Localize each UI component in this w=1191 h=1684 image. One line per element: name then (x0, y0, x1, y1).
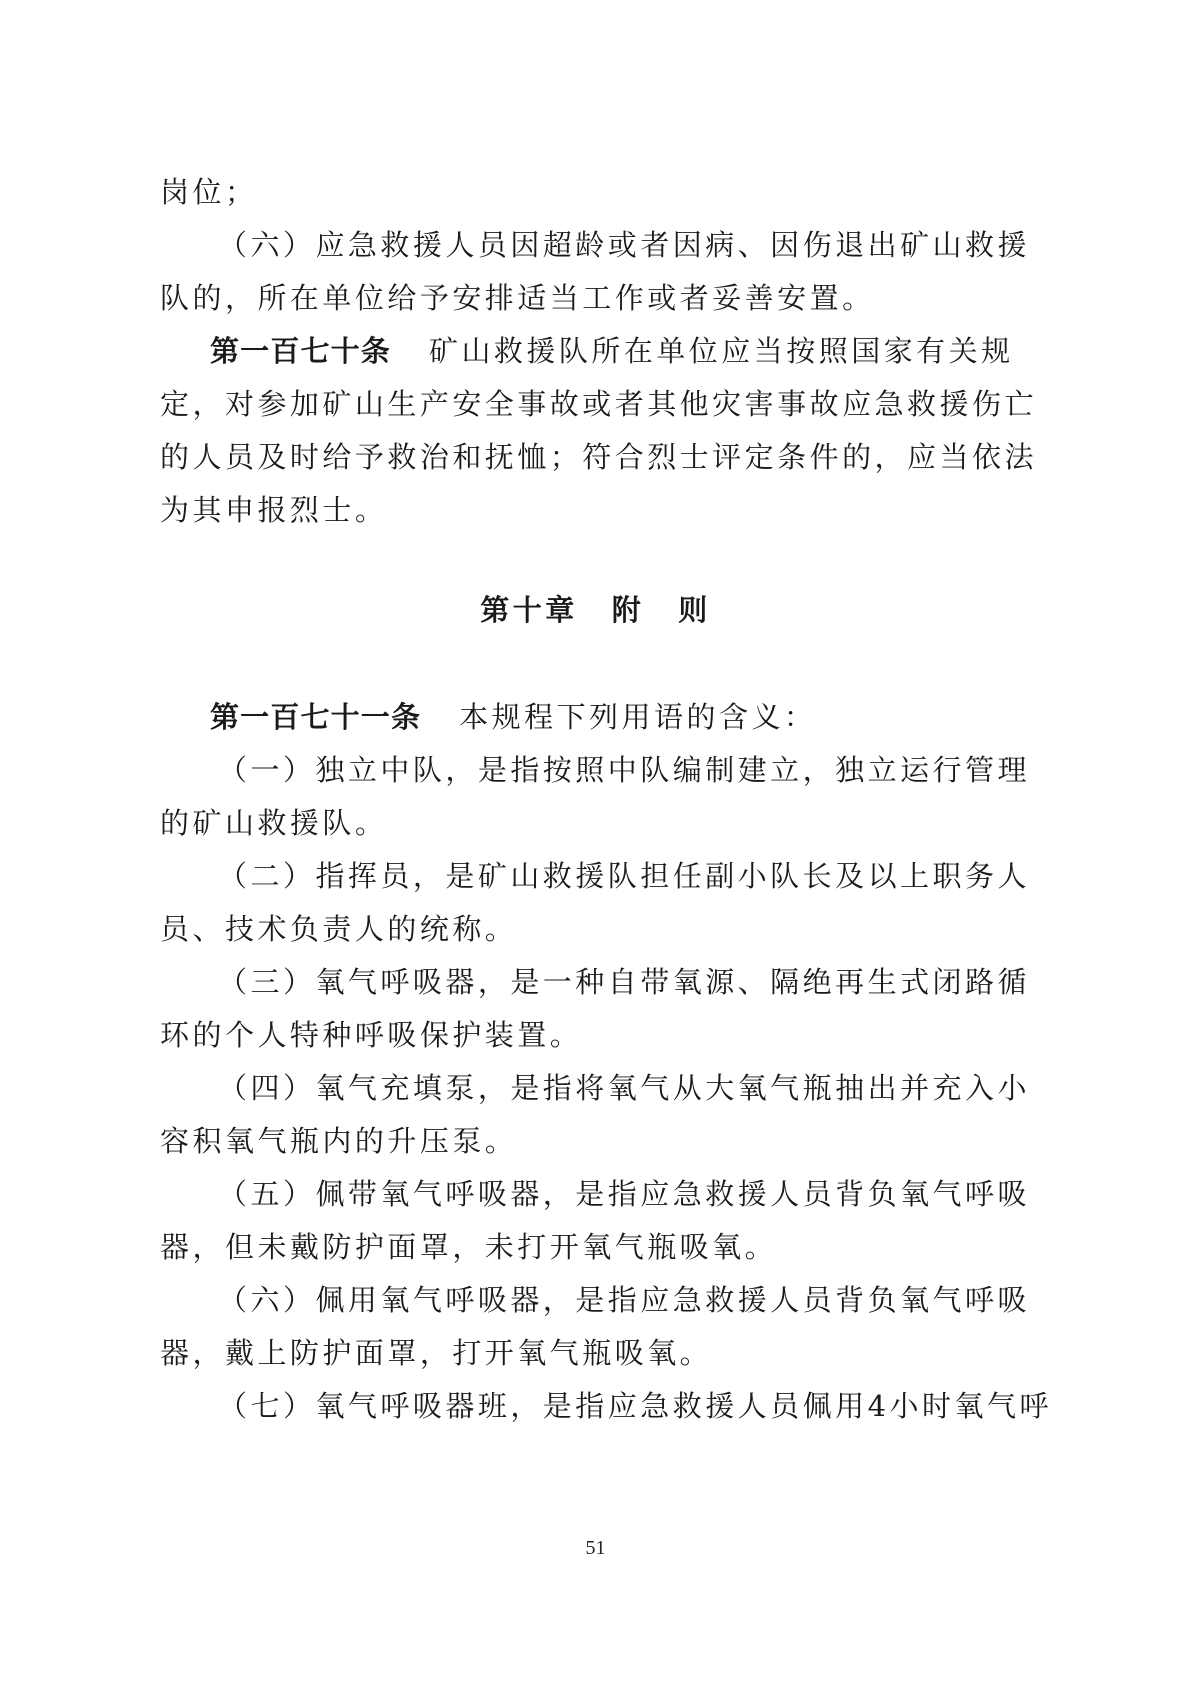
text-line: （六）应急救援人员因超龄或者因病、因伤退出矿山救援 (218, 228, 1031, 262)
article-text: 矿山救援队所在单位应当按照国家有关规 (428, 334, 1014, 368)
text-line: 岗位； (160, 175, 258, 209)
chapter-number: 第十章 (480, 593, 578, 627)
text-line: 队的，所在单位给予安排适当工作或者妥善安置。 (160, 281, 875, 315)
chapter-title-a: 附 (611, 593, 645, 627)
definition-line: 容积氧气瓶内的升压泵。 (160, 1124, 518, 1158)
text-line: 为其申报烈士。 (160, 493, 388, 527)
definition-line: （五）佩带氧气呼吸器，是指应急救援人员背负氧气呼吸 (218, 1177, 1031, 1211)
definition-line: 的矿山救援队。 (160, 806, 388, 840)
definition-line: 器，戴上防护面罩，打开氧气瓶吸氧。 (160, 1336, 713, 1370)
text-line: 定，对参加矿山生产安全事故或者其他灾害事故应急救援伤亡 (160, 387, 1037, 421)
article-label: 第一百七十一条 (210, 700, 422, 734)
definition-line: （四）氧气充填泵，是指将氧气从大氧气瓶抽出并充入小 (218, 1071, 1031, 1105)
article-170 (210, 331, 1191, 371)
definition-line: （六）佩用氧气呼吸器，是指应急救援人员背负氧气呼吸 (218, 1283, 1031, 1317)
definition-line: （七）氧气呼吸器班，是指应急救援人员佩用4小时氧气呼 (218, 1389, 1052, 1423)
article-label: 第一百七十条 (210, 334, 391, 368)
chapter-title-b: 则 (678, 593, 711, 627)
definition-line: （二）指挥员，是矿山救援队担任副小队长及以上职务人 (218, 859, 1031, 893)
definition-line: 员、技术负责人的统称。 (160, 912, 518, 946)
chapter-heading (0, 590, 1191, 630)
definition-line: 器，但未戴防护面罩，未打开氧气瓶吸氧。 (160, 1230, 778, 1264)
definition-line: 环的个人特种呼吸保护装置。 (160, 1018, 583, 1052)
page-number: 51 (585, 1537, 606, 1559)
definition-line: （一）独立中队，是指按照中队编制建立，独立运行管理 (218, 753, 1031, 787)
text-line: 的人员及时给予救治和抚恤；符合烈士评定条件的，应当依法 (160, 440, 1037, 474)
article-text: 本规程下列用语的含义： (459, 700, 817, 734)
article-171 (210, 697, 1191, 737)
definition-line: （三）氧气呼吸器，是一种自带氧源、隔绝再生式闭路循 (218, 965, 1031, 999)
